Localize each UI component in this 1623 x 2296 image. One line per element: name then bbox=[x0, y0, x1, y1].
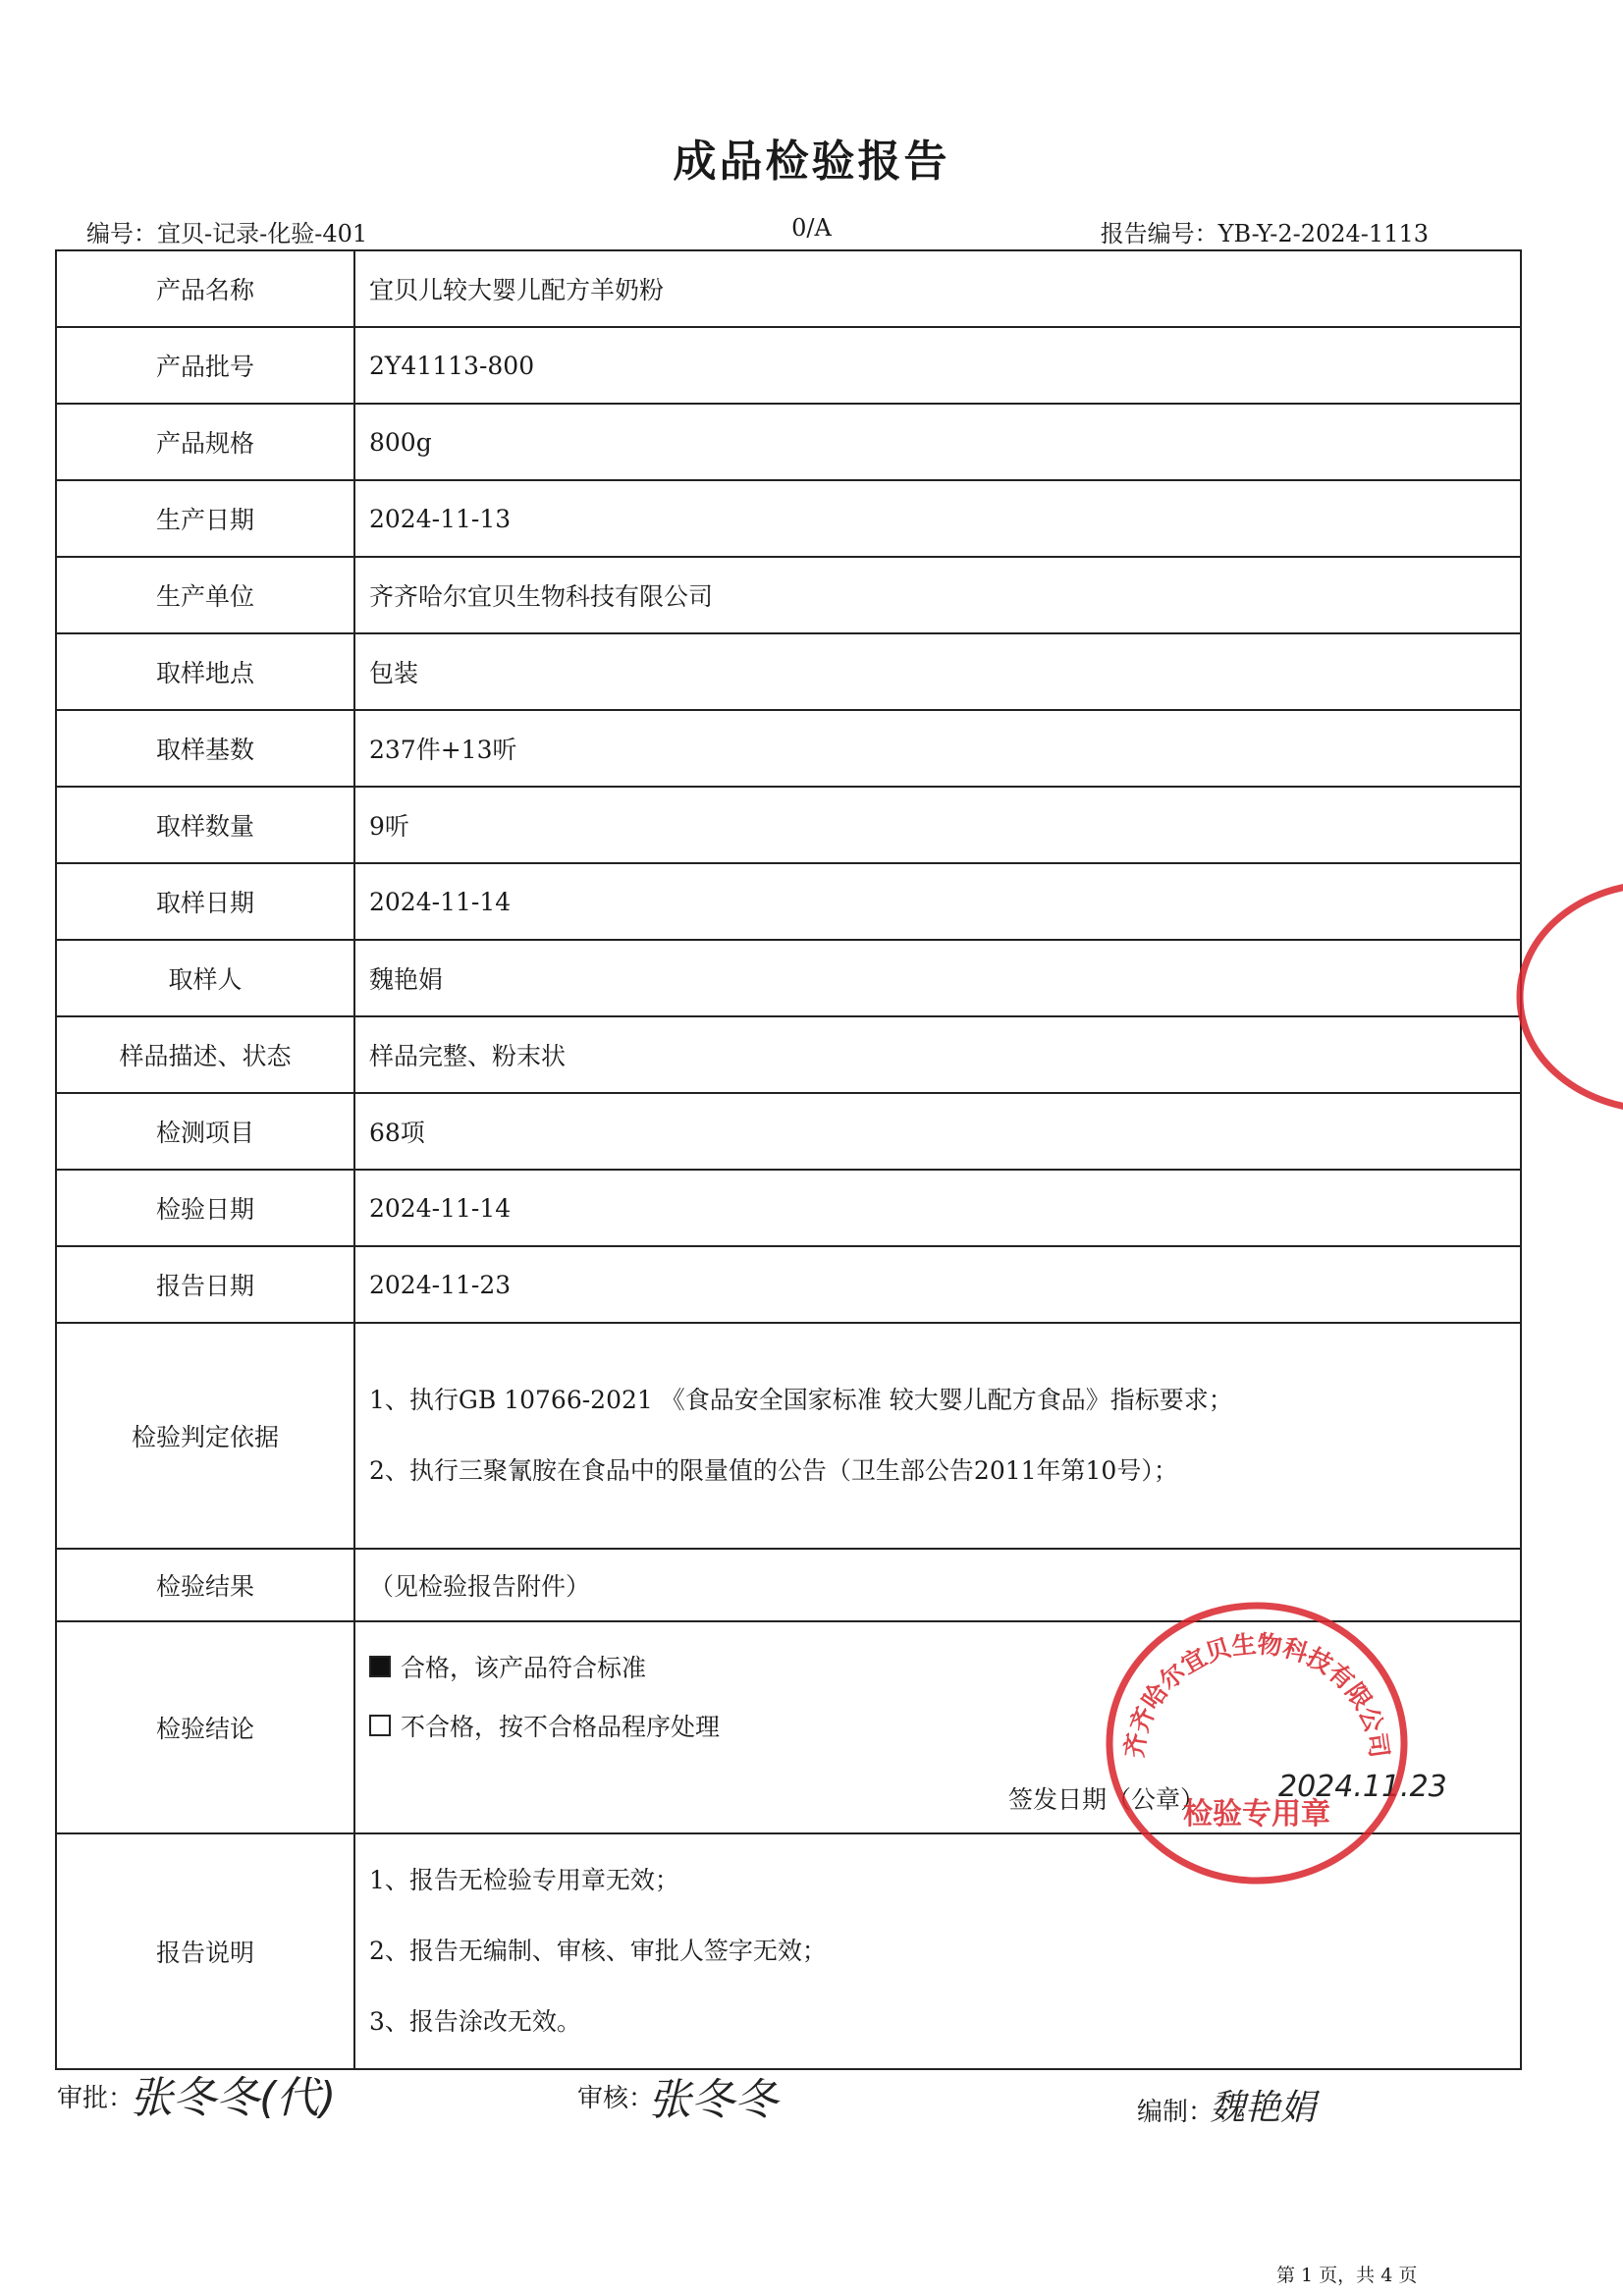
reviewer-signature: 张冬冬 bbox=[648, 2075, 778, 2125]
basis-line: 2、执行三聚氰胺在食品中的限量值的公告（卫生部公告2011年第10号）； bbox=[369, 1456, 1178, 1485]
seal-purpose-text: 检验专用章 bbox=[1183, 1797, 1330, 1831]
row-sampling-location bbox=[56, 633, 1521, 710]
row-judgment-basis bbox=[56, 1323, 1521, 1549]
field-value: 2024-11-13 bbox=[354, 480, 1521, 557]
note-line: 3、报告涂改无效。 bbox=[369, 2007, 581, 2036]
seal-company-text: 齐齐哈尔宜贝生物科技有限公司 bbox=[1119, 1629, 1394, 1760]
note-line: 2、报告无编制、审核、审批人签字无效； bbox=[369, 1937, 827, 1965]
row-report-date bbox=[56, 1246, 1521, 1323]
field-label: 报告日期 bbox=[56, 1246, 354, 1323]
field-value: 2Y41113-800 bbox=[354, 327, 1521, 404]
field-label: 生产日期 bbox=[56, 480, 354, 557]
result-label: 检验结果 bbox=[56, 1549, 354, 1621]
field-value: 237件+13听 bbox=[354, 710, 1521, 787]
approver-signature: 张冬冬(代) bbox=[130, 2073, 337, 2123]
report-number: 报告编号：YB-Y-2-2024-1113 bbox=[1100, 220, 1429, 247]
field-value: 齐齐哈尔宜贝生物科技有限公司 bbox=[354, 557, 1521, 633]
field-label: 取样数量 bbox=[56, 787, 354, 863]
page-footer: 第 1 页，共 4 页 bbox=[1276, 2265, 1418, 2286]
cross-page-seal bbox=[1510, 874, 1623, 1120]
row-manufacturer bbox=[56, 557, 1521, 633]
field-label: 检验日期 bbox=[56, 1170, 354, 1246]
row-inspection-date bbox=[56, 1170, 1521, 1246]
result-value: （见检验报告附件） bbox=[354, 1549, 1521, 1621]
inspection-seal bbox=[1100, 1596, 1414, 1890]
conclusion-label: 检验结论 bbox=[56, 1621, 354, 1833]
basis-content bbox=[354, 1323, 1521, 1549]
field-label: 取样人 bbox=[56, 940, 354, 1016]
field-value: 包装 bbox=[354, 633, 1521, 710]
field-value: 2024-11-14 bbox=[354, 1170, 1521, 1246]
field-label: 取样日期 bbox=[56, 863, 354, 940]
basis-label: 检验判定依据 bbox=[56, 1323, 354, 1549]
row-product-name bbox=[56, 250, 1521, 327]
field-label: 生产单位 bbox=[56, 557, 354, 633]
field-value: 800g bbox=[354, 404, 1521, 480]
field-label: 产品规格 bbox=[56, 404, 354, 480]
row-sample-description bbox=[56, 1016, 1521, 1093]
approver-label: 审批： bbox=[57, 2084, 135, 2113]
field-label: 取样基数 bbox=[56, 710, 354, 787]
row-specification bbox=[56, 404, 1521, 480]
row-sampling-date bbox=[56, 863, 1521, 940]
issue-date-label: 签发日期（公章） bbox=[1007, 1785, 1205, 1814]
field-value: 宜贝儿较大婴儿配方羊奶粉 bbox=[354, 250, 1521, 327]
row-batch-number bbox=[56, 327, 1521, 404]
field-value: 2024-11-14 bbox=[354, 863, 1521, 940]
compiler-signature: 魏艳娟 bbox=[1210, 2088, 1317, 2128]
reviewer-label: 审核： bbox=[577, 2084, 655, 2113]
field-label: 产品批号 bbox=[56, 327, 354, 404]
unchecked-box-icon bbox=[369, 1715, 391, 1736]
row-production-date bbox=[56, 480, 1521, 557]
field-label: 取样地点 bbox=[56, 633, 354, 710]
field-value: 68项 bbox=[354, 1093, 1521, 1170]
field-label: 产品名称 bbox=[56, 250, 354, 327]
field-label: 样品描述、状态 bbox=[56, 1016, 354, 1093]
issue-date-handwritten: 2024.11.23 bbox=[1278, 1770, 1447, 1804]
record-number: 编号：宜贝-记录-化验-401 bbox=[86, 220, 368, 247]
option-text: 不合格，按不合格品程序处理 bbox=[401, 1713, 721, 1741]
report-title: 成品检验报告 bbox=[673, 137, 950, 187]
field-value: 2024-11-23 bbox=[354, 1246, 1521, 1323]
field-value: 魏艳娟 bbox=[354, 940, 1521, 1016]
row-sampler bbox=[56, 940, 1521, 1016]
note-line: 1、报告无检验专用章无效； bbox=[369, 1866, 679, 1894]
basis-line: 1、执行GB 10766-2021 《食品安全国家标准 较大婴儿配方食品》指标要求； bbox=[369, 1386, 1233, 1414]
revision: 0/A bbox=[791, 214, 832, 242]
notes-label: 报告说明 bbox=[56, 1833, 354, 2069]
svg-text:齐齐哈尔宜贝生物科技有限公司 bbox=[1120, 1629, 1394, 1759]
checked-box-icon bbox=[369, 1656, 391, 1677]
row-sample-quantity bbox=[56, 787, 1521, 863]
row-test-items bbox=[56, 1093, 1521, 1170]
field-value: 样品完整、粉末状 bbox=[354, 1016, 1521, 1093]
option-text: 合格，该产品符合标准 bbox=[401, 1654, 647, 1682]
field-label: 检测项目 bbox=[56, 1093, 354, 1170]
row-sampling-base bbox=[56, 710, 1521, 787]
field-value: 9听 bbox=[354, 787, 1521, 863]
compiler-label: 编制： bbox=[1137, 2098, 1215, 2127]
